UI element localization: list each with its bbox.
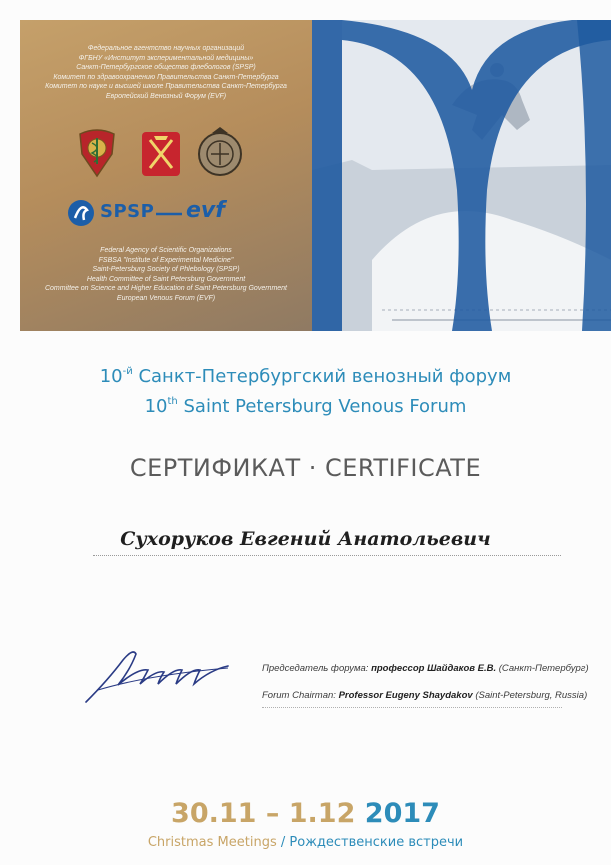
spsp-logo-text: SPSP	[100, 201, 155, 222]
title-en-number: 10	[144, 396, 168, 417]
title-ru-suffix: -й	[122, 366, 133, 377]
chairman-ru-name: профессор Шайдаков Е.В.	[371, 663, 497, 674]
title-ru-text: Санкт-Петербургский венозный форум	[138, 366, 512, 387]
title-en-text: Saint Petersburg Venous Forum	[183, 396, 467, 417]
emblems	[72, 124, 252, 184]
organizers-ru	[20, 44, 312, 102]
meetings-en: Christmas Meetings	[147, 835, 277, 850]
chairman-underline	[262, 707, 562, 708]
org-en-line: Health Committee of Saint Petersburg Government	[86, 275, 246, 283]
chairman-en-name: Professor Eugeny Shaydakov	[338, 690, 473, 701]
evf-logo-text: evf	[186, 198, 225, 223]
chairman-ru-place: (Санкт-Петербург)	[498, 663, 589, 674]
partner-logos	[66, 196, 276, 230]
forum-title-ru	[0, 366, 611, 387]
evf-swoosh-icon	[154, 208, 184, 220]
org-ru-line: Санкт-Петербургское общество флебологов (SPSP)	[76, 64, 256, 72]
org-en-line: Committee on Science and Higher Education of Saint Petersburg Government	[44, 285, 288, 293]
org-ru-line: Федеральное агентство научных организаций	[87, 45, 245, 52]
recipient-name: Сухоруков Евгений Анатольевич	[120, 528, 491, 550]
chairman-en-prefix: Forum Chairman:	[262, 690, 336, 701]
org-en-line: Federal Agency of Scientific Organizations	[100, 247, 232, 254]
certificate-heading: СЕРТИФИКАТ · CERTIFICATE	[129, 454, 482, 482]
organizers-en	[20, 246, 312, 304]
society-seal-icon	[199, 127, 241, 175]
meetings-separator: /	[280, 835, 286, 850]
chairman-en	[262, 690, 587, 701]
meetings-ru: Рождественские встречи	[289, 835, 464, 850]
name-underline	[93, 555, 561, 556]
org-ru-line: Комитет по науке и высшей школе Правительства Санкт-Петербурга	[45, 83, 287, 91]
title-ru-number: 10	[99, 366, 123, 387]
title-en-suffix: th	[167, 396, 178, 407]
org-en-line: FSBSA "Institute of Experimental Medicine"	[98, 256, 234, 264]
organizers-panel	[20, 20, 312, 331]
event-dates	[0, 798, 611, 829]
org-ru-line: Комитет по здравоохранению Правительства Санкт-Петербурга	[53, 73, 279, 81]
meetings-caption	[0, 835, 611, 850]
org-ru-line: ФГБНУ «Институт экспериментальной медицины»	[78, 54, 254, 62]
chairman-ru-prefix: Председатель форума:	[262, 663, 369, 674]
date-range: 30.11 – 1.12	[171, 798, 356, 829]
forum-title-en	[0, 396, 611, 417]
signature-icon	[78, 640, 238, 710]
spsp-logo-icon	[66, 198, 96, 228]
chairman-en-place: (Saint-Petersburg, Russia)	[475, 690, 588, 701]
bronze-horseman-photo-icon	[312, 20, 611, 331]
saint-petersburg-coat-of-arms-icon	[142, 132, 180, 176]
city-photo	[312, 20, 611, 331]
institute-emblem-icon	[80, 130, 114, 176]
chairman-ru	[262, 663, 589, 674]
org-ru-line: Европейский Венозный Форум (EVF)	[105, 92, 227, 100]
header-banner	[20, 20, 611, 331]
org-en-line: Saint-Petersburg Society of Phlebology (SPSP)	[92, 266, 240, 274]
org-en-line: European Venous Forum (EVF)	[116, 294, 216, 302]
date-year: 2017	[364, 798, 440, 829]
